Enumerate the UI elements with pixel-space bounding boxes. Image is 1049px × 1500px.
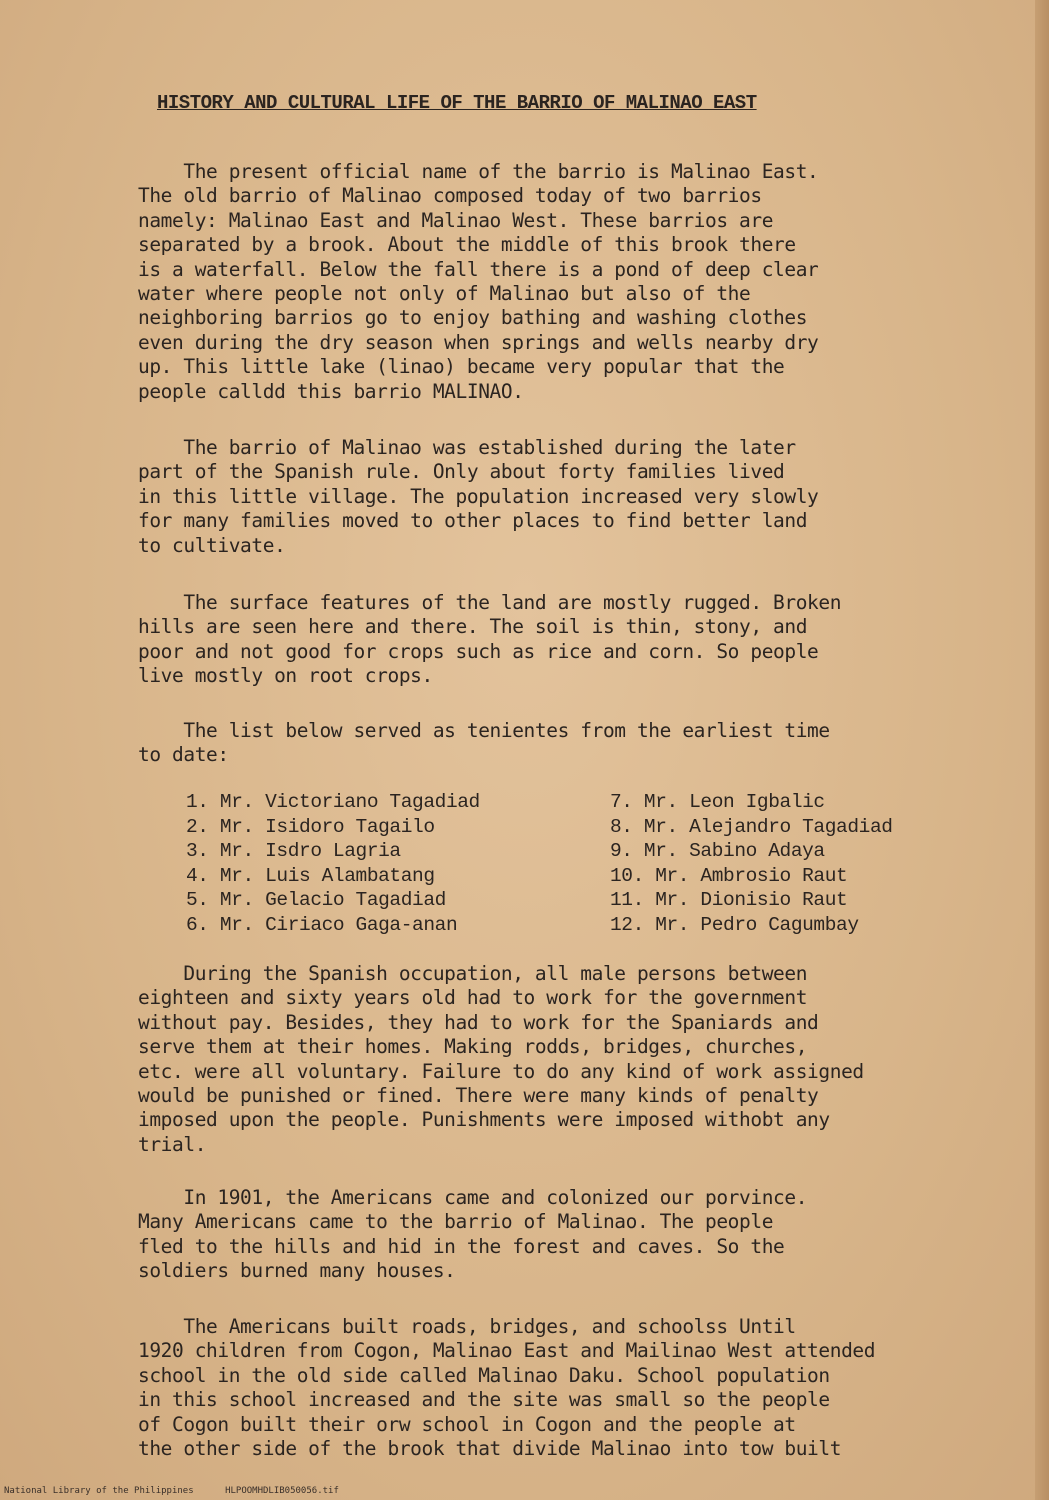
- list-item: 8. Mr. Alejandro Tagadiad: [610, 815, 893, 838]
- paragraph-spanish-occupation: During the Spanish occupation, all male persons between eighteen and sixty years old had to work for the government without pay. Besides, they had to work for the Spaniards and serve them at their homes. Making rodds, bridges, churches, etc. were all voluntary. Failure to do any kind of work assigned would be punished or fined. There were many kinds of penalty imposed upon the people. Punishments were imposed withobt any trial.: [138, 962, 864, 1156]
- list-item: 5. Mr. Gelacio Tagadiad: [186, 889, 446, 912]
- tenientes-list-right: [610, 790, 893, 938]
- paragraph-barrio-name: The present official name of the barrio is Malinao East. The old barrio of Malinao composed today of two barrios namely: Malinao East and Malinao West. These barrios are separated by a brook. About the middle of this brook there is a waterfall. Below the fall there is a pond of deep clear water where people not only of Malinao but also of the neighboring barrios go to enjoy bathing and washing clothes even during the dry season when springs and wells nearby dry up. This little lake (linao) became very popular that the people calldd this barrio MALINAO.: [138, 160, 819, 403]
- paragraph-schools: The Americans built roads, bridges, and schoolss Until 1920 children from Cogon, Malinao East and Mailinao West attended school in the old side called Malinao Daku. School population in this school increased and the site was small so the people of Cogon built their orw school in Cogon and the people at the other side of the brook that divide Malinao into tow built: [138, 1315, 876, 1461]
- list-item: 7. Mr. Leon Igbalic: [610, 791, 825, 813]
- footer-filename: HLPOOMHDLIB050056.tif: [225, 1486, 339, 1496]
- document-title: HISTORY AND CULTURAL LIFE OF THE BARRIO OF MALINAO EAST: [157, 92, 757, 114]
- list-item: 3. Mr. Isdro Lagria: [186, 840, 401, 863]
- tenientes-list-left: [186, 790, 480, 938]
- list-item: 2. Mr. Isidoro Tagailo: [186, 815, 435, 838]
- paragraph-americans-1901: In 1901, the Americans came and colonized our porvince. Many Americans came to the barrio of Malinao. The people fled to the hills and hid in the forest and caves. So the soldiers burned many houses.: [138, 1186, 808, 1283]
- list-item: 11. Mr. Dionisio Raut: [610, 889, 848, 912]
- footer-library: National Library of the Philippines: [4, 1486, 194, 1496]
- list-item: 10. Mr. Ambrosio Raut: [610, 864, 848, 887]
- paragraph-establishment: The barrio of Malinao was established during the later part of the Spanish rule. Only about forty families lived in this little village. The population increased very slowly for many families moved to other places to find better land to cultivate.: [138, 436, 819, 557]
- paragraph-land-features: The surface features of the land are mostly rugged. Broken hills are seen here and there. The soil is thin, stony, and poor and not good for crops such as rice and corn. So people live mostly on root crops.: [138, 591, 842, 688]
- scan-footer: [4, 1486, 365, 1496]
- paragraph-tenientes-intro: The list below served as tenientes from the earliest time to date:: [138, 719, 830, 767]
- list-item: 9. Mr. Sabino Adaya: [610, 840, 825, 863]
- list-item: 1. Mr. Victoriano Tagadiad: [186, 791, 480, 813]
- list-item: 6. Mr. Ciriaco Gaga-anan: [186, 913, 458, 936]
- list-item: 12. Mr. Pedro Cagumbay: [610, 913, 859, 936]
- list-item: 4. Mr. Luis Alambatang: [186, 864, 435, 887]
- page-edge: [1035, 0, 1049, 1500]
